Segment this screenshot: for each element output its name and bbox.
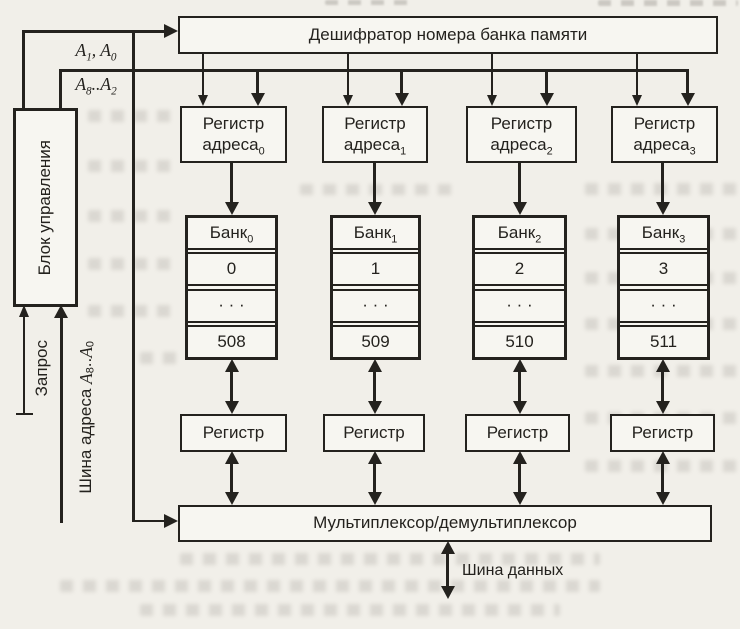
address-branch-arrowhead-3 [681,93,695,106]
address-bus-line [60,318,63,523]
databus-line [446,553,449,587]
bus-a1a0-riser [22,30,25,108]
bank-cell: · · · [506,295,533,315]
data-register-2: Регистр [465,414,570,452]
addrreg-to-bank-arrowhead-0 [225,202,239,215]
bank-cell: 511 [649,331,678,351]
address-branch-arrowhead-2 [540,93,554,106]
address-branch-line-2 [545,70,548,94]
decoder-output-line-1 [347,53,349,96]
multiplexer-demultiplexer [178,505,712,542]
bank-dreg-line-1 [373,371,376,402]
address-bus-label: Шина адреса $A_8..A_0$ [75,341,96,494]
memory-bank-1 [330,215,421,360]
multiplexer-label: Мультиплексор/демультиплексор [313,513,577,533]
decoder-output-line-0 [202,53,204,96]
addrreg-to-bank-arrowhead-3 [656,202,670,215]
control-unit [13,108,78,307]
scan-artifact [598,0,738,6]
bank-cell: 3 [658,258,669,278]
memory-bank-0 [185,215,278,360]
addrreg-to-bank-arrowhead-1 [368,202,382,215]
addrreg-to-bank-line-3 [661,162,664,203]
bank-dreg-arrowhead-down-0 [225,401,239,414]
bank-dreg-line-3 [661,371,664,402]
decoder-output-line-2 [491,53,493,96]
decoder-label: Дешифратор номера банка памяти [308,24,588,44]
bank-cell: · · · [362,295,389,315]
bank-cell: · · · [218,295,245,315]
dreg-mux-line-3 [661,463,664,492]
request-label: Запрос [32,339,51,397]
dreg-mux-line-1 [373,463,376,492]
bank-cell: · · · [650,295,677,315]
request-line-endbar [16,413,33,415]
addrreg-to-bank-arrowhead-2 [513,202,527,215]
mux-select-line-vertical [132,30,135,521]
address-branch-line-0 [256,70,259,94]
control-unit-label: Блок управления [35,139,55,276]
bank-number-decoder [178,16,718,54]
bank-title: Банк$_3$ [641,222,686,245]
address-register-3: Регистр адреса$_3$ [611,106,718,163]
addrreg-to-bank-line-1 [373,162,376,203]
address-branch-line-3 [686,70,689,94]
dreg-mux-line-0 [230,463,233,492]
bank-title: Банк$_1$ [353,222,398,245]
address-branch-line-1 [400,70,403,94]
data-register-0: Регистр [180,414,287,452]
dreg-mux-arrowhead-down-1 [368,492,382,505]
dreg-mux-arrowhead-down-2 [513,492,527,505]
bus-a8a2-riser [59,69,62,108]
dreg-mux-arrowhead-down-0 [225,492,239,505]
bank-dreg-line-0 [230,371,233,402]
scan-artifact [325,0,417,5]
decoder-output-arrowhead-1 [343,95,353,106]
data-register-1: Регистр [323,414,425,452]
mux-select-line-horizontal [132,520,164,523]
bus-a1a0-line [22,30,165,33]
arrowhead-into-decoder [164,24,178,38]
address-register-0: Регистр адреса$_0$ [180,106,287,163]
address-register-1: Регистр адреса$_1$ [322,106,428,163]
bank-cell: 1 [370,258,381,278]
address-branch-arrowhead-0 [251,93,265,106]
bank-dreg-arrowhead-down-2 [513,401,527,414]
arrowhead-into-multiplexer [164,514,178,528]
decoder-output-arrowhead-3 [632,95,642,106]
data-register-3: Регистр [610,414,715,452]
decoder-output-arrowhead-0 [198,95,208,106]
bank-title: Банк$_0$ [209,222,254,245]
bus-a8a2-line [59,69,689,72]
databus-label: Шина данных [462,562,564,579]
bank-dreg-arrowhead-down-1 [368,401,382,414]
bus-label-a8a2: $A_8..A_2$ [75,73,117,97]
bank-title: Банк$_2$ [497,222,542,245]
address-register-2: Регистр адреса$_2$ [466,106,577,163]
memory-bank-3 [617,215,710,360]
addrreg-to-bank-line-0 [230,162,233,203]
bank-cell: 509 [361,331,390,351]
bank-cell: 510 [505,331,534,351]
dreg-mux-arrowhead-down-3 [656,492,670,505]
bank-dreg-line-2 [518,371,521,402]
request-line [23,317,25,414]
bank-cell: 0 [226,258,237,278]
bus-label-a1a0: $A_1$, $A_0$ [75,39,117,63]
scan-artifact [140,352,180,364]
dreg-mux-line-2 [518,463,521,492]
scan-artifact [300,184,460,195]
address-branch-arrowhead-1 [395,93,409,106]
addrreg-to-bank-line-2 [518,162,521,203]
decoder-output-line-3 [636,53,638,96]
databus-arrowhead-down [441,586,455,599]
decoder-output-arrowhead-2 [487,95,497,106]
bank-dreg-arrowhead-down-3 [656,401,670,414]
bank-cell: 2 [514,258,525,278]
memory-bank-2 [472,215,567,360]
scan-artifact [140,604,560,616]
bank-cell: 508 [217,331,246,351]
